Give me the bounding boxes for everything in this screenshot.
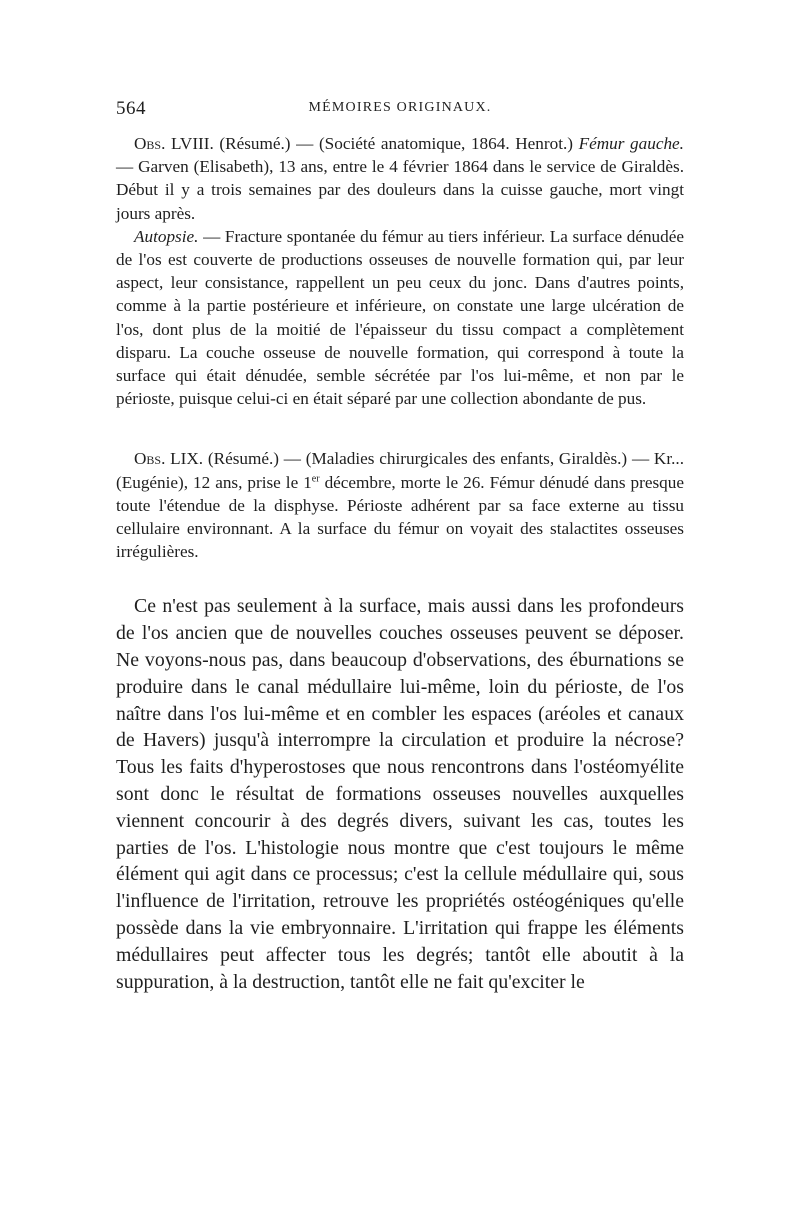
- page-header: [116, 98, 684, 126]
- observation-58-autopsy: [116, 225, 684, 411]
- observation-59-heading: . LIX. (Résumé.) — (Maladies chirurgicales des enfants, Giraldès.) — Kr... (Eugénie), 12 ans, prise le 1: [116, 449, 684, 492]
- autopsy-label: Autopsie.: [134, 226, 199, 246]
- running-title: MÉMOIRES ORIGINAUX.: [308, 100, 492, 115]
- observation-58-heading: . LVIII. (Résumé.) — (Société anatomique, 1864. Henrot.): [161, 134, 579, 153]
- observation-58-italic-title: Fémur gauche.: [578, 134, 684, 153]
- observation-label: Obs: [134, 134, 162, 153]
- book-page: [116, 98, 684, 995]
- page-number: 564: [116, 98, 146, 119]
- superscript-er: er: [311, 472, 320, 484]
- observation-58: [116, 132, 684, 410]
- observation-59: [116, 447, 684, 563]
- observation-58-summary: [116, 132, 684, 225]
- autopsy-text: — Fracture spontanée du fémur au tiers inférieur. La surface dénudée de l'os est couverte de productions osseuses de nouvelle formation qui, par leur aspect, leur consistance, rappellent un peu ceux du jonc. Dans d'autres points, comme à la partie postérieure et inférieure, on constate une large ulcération de l'os, dont plus de la moitié de l'épaisseur du tissu compact a complètement disparu. La couche osseuse de nouvelle formation, qui correspond à toute la surface qui était dénudée, semble sécrétée par l'os lui-même, et non par le périoste, puisque celui-ci en était séparé par une collection abondante de pus.: [116, 226, 684, 409]
- main-paragraph: Ce n'est pas seulement à la surface, mais aussi dans les profondeurs de l'os ancien que de nouvelles couches osseuses peuvent se déposer. Ne voyons-nous pas, dans beaucoup d'observations, des éburnations se produire dans le canal médullaire lui-même, loin du périoste, de l'os naître dans l'os lui-même et en combler les espaces (aréoles et canaux de Havers) jusqu'à interrompre la circulation et produire la nécrose? Tous les faits d'hyperostoses que nous rencontrons dans l'ostéomyélite sont donc le résultat de formations osseuses nouvelles auxquelles viennent concourir à des degrés divers, suivant les cas, toutes les parties de l'os. L'histologie nous montre que c'est toujours le même élément qui agit dans ce processus; c'est la cellule médullaire qui, sous l'influence de l'irritation, retrouve les propriétés ostéogéniques qu'elle possède dans la vie embryonnaire. L'irritation qui frappe les éléments médullaires peut affecter tous les degrés; tantôt elle aboutit à la suppuration, à la destruction, tantôt elle ne fait qu'exciter le: [116, 595, 684, 993]
- observation-58-patient-text: — Garven (Elisabeth), 13 ans, entre le 4 février 1864 dans le service de Giraldès. Début il y a trois semaines par des douleurs dans la cuisse gauche, mort vingt jours après.: [116, 157, 684, 223]
- observation-label: Obs: [134, 449, 162, 469]
- observation-59-text: décembre, morte le 26. Fémur dénudé dans presque toute l'étendue de la disphyse. Périoste adhérent par sa face externe au tissu cellulaire environnant. A la surface du fémur on voyait des stalactites osseuses irrégulières.: [116, 472, 684, 562]
- observation-59-summary: [116, 447, 684, 563]
